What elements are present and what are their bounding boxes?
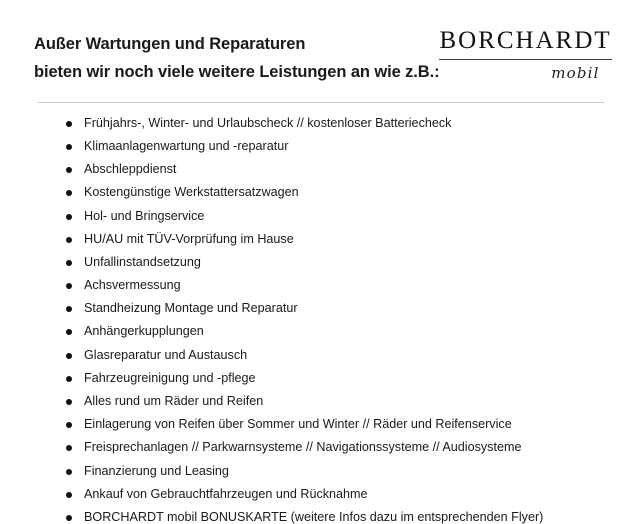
list-item: Anhängerkupplungen bbox=[64, 325, 606, 338]
list-item: Unfallinstandsetzung bbox=[64, 256, 606, 269]
services-list bbox=[34, 117, 606, 524]
list-item: Ankauf von Gebrauchtfahrzeugen und Rücknahme bbox=[64, 488, 606, 501]
list-item: BORCHARDT mobil BONUSKARTE (weitere Infos dazu im entsprechenden Flyer) bbox=[64, 511, 606, 524]
list-item: Klimaanlagenwartung und -reparatur bbox=[64, 140, 606, 153]
list-item: Achsvermessung bbox=[64, 279, 606, 292]
list-item: Freisprechanlagen // Parkwarnsysteme // Navigationssysteme // Audiosysteme bbox=[64, 441, 606, 454]
page-title bbox=[34, 26, 439, 87]
list-item: Abschleppdienst bbox=[64, 163, 606, 176]
page-title-line-1: Außer Wartungen und Reparaturen bbox=[34, 35, 306, 53]
list-item: Kostengünstige Werkstattersatzwagen bbox=[64, 186, 606, 199]
list-item: Glasreparatur und Austausch bbox=[64, 349, 606, 362]
list-item: HU/AU mit TÜV-Vorprüfung im Hause bbox=[64, 233, 606, 246]
list-item: Einlagerung von Reifen über Sommer und Winter // Räder und Reifenservice bbox=[64, 418, 606, 431]
brand-divider bbox=[439, 59, 611, 60]
brand-logo bbox=[439, 26, 617, 82]
header-divider bbox=[38, 102, 604, 103]
brand-subtitle: mobil bbox=[551, 64, 600, 82]
page-title-line-2: bieten wir noch viele weitere Leistungen an wie z.B.: bbox=[34, 63, 440, 82]
list-item: Standheizung Montage und Reparatur bbox=[64, 302, 606, 315]
list-item: Hol- und Bringservice bbox=[64, 210, 606, 223]
document-header bbox=[34, 26, 612, 87]
list-item: Finanzierung und Leasing bbox=[64, 465, 606, 478]
list-item: Alles rund um Räder und Reifen bbox=[64, 395, 606, 408]
list-item: Frühjahrs-, Winter- und Urlaubscheck // kostenloser Batteriecheck bbox=[64, 117, 606, 130]
brand-name: BORCHARDT bbox=[439, 27, 612, 54]
list-item: Fahrzeugreinigung und -pflege bbox=[64, 372, 606, 385]
